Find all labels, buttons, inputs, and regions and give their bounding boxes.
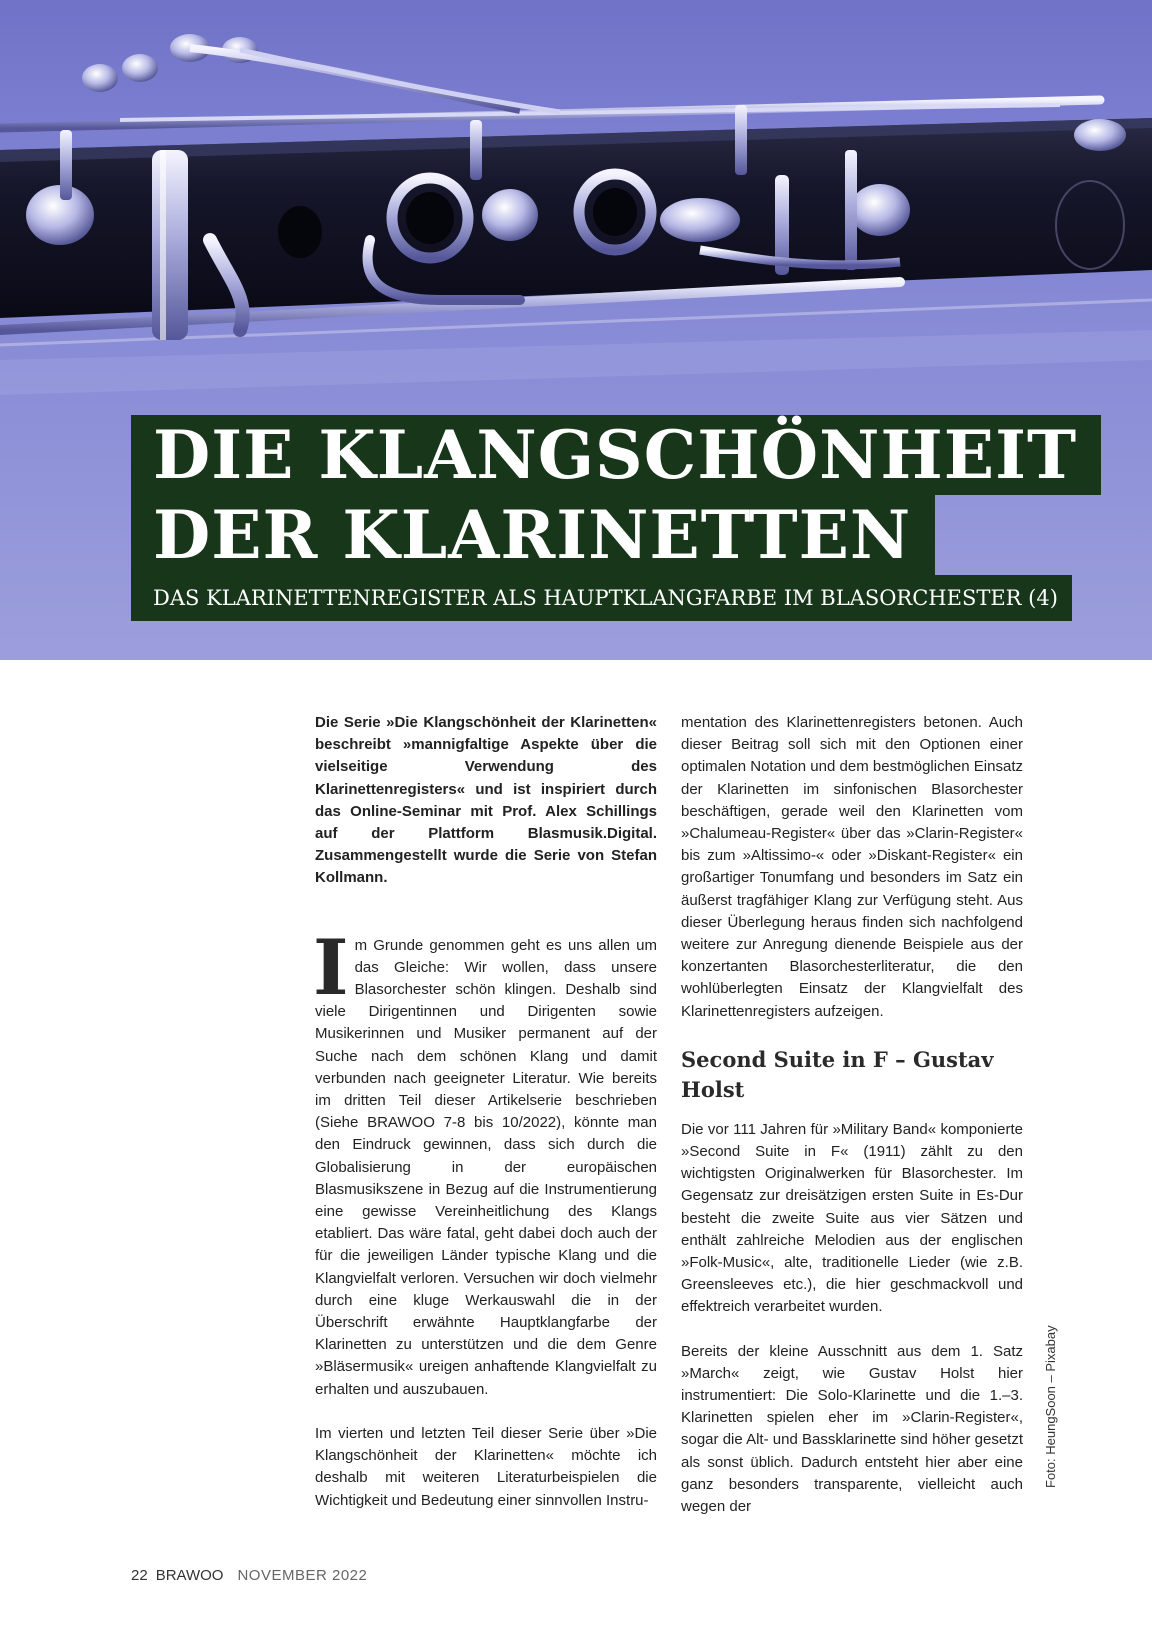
title-line-1: DIE KLANGSCHÖNHEIT — [131, 415, 1101, 495]
subtitle: DAS KLARINETTENREGISTER ALS HAUPTKLANGFARBE IM BLASORCHESTER (4) — [131, 575, 1072, 621]
article-paragraph-4: Bereits der kleine Ausschnitt aus dem 1. Satz »March« zeigt, wie Gustav Holst hier instrumentiert: Die Solo-Klarinette und die 1.–3. Klarinetten spielen eher im »Clarin-Register«, sogar die Alt- und Bassklarinette sind höher gesetzt als sonst üblich. Dadurch entsteht hier aber eine ganz besonders transparente, vielleicht auch wegen der — [681, 1342, 1023, 1516]
article-lead: Die Serie »Die Klangschönheit der Klarinetten« beschreibt »mannigfaltige Aspekte über die vielseitige Verwendung des Klarinettenregisters« und ist inspiriert durch das Online-Seminar mit Prof. Alex Schillings auf der Plattform Blasmusik.Digital. Zusammengestellt wurde die Serie von Stefan Kollmann. — [315, 714, 657, 887]
title-box — [131, 415, 1101, 621]
dropcap-letter: I — [313, 922, 349, 1012]
article-paragraph-2-start: Im vierten und letzten Teil dieser Serie über »Die Klangschönheit der Klarinetten« möchte ich deshalb mit weiteren Literaturbeispielen die Wichtigkeit und Bedeutung einer sinnvollen Instru- — [315, 1424, 657, 1509]
hero-image — [0, 0, 1152, 660]
article-paragraph-3: Die vor 111 Jahren für »Military Band« komponierte »Second Suite in F« (1911) zählt zu den wichtigsten Originalwerken für Blasorchester. Im Gegensatz zur dreisätzigen ersten Suite in Es-Dur besteht die zweite Suite aus vier Sätzen und enthält zahlreiche Melodien aus der englischen »Folk-Music«, alte, traditionelle Lieder (wie z.B. Greensleeves etc.), die hier geschmackvoll und effektreich verarbeitet wurden. — [681, 1120, 1023, 1316]
page-number: 22 — [131, 1567, 148, 1584]
paragraph-1-text: m Grunde genommen geht es uns allen um das Gleiche: Wir wollen, dass unsere Blasorchester schön klingen. Deshalb sind viele Dirigentinnen und Dirigenten sowie Musikerinnen und Musiker permanent auf der Suche nach dem schönen Klang und damit verbunden nach geeigneter Literatur. Wie bereits im dritten Teil dieser Artikelserie beschrieben (Siehe BRAWOO 7-8 bis 10/2022), könnte man den Eindruck gewinnen, dass sich durch die Globalisierung in der europäischen Blasmusikszene in Bezug auf die Instrumentierung eine gewisse Vereinheitlichung des Klangs etabliert. Das wäre fatal, geht dabei doch auch der für die jeweiligen Länder typische Klang und die Klangvielfalt verloren. Versuchen wir doch vielmehr durch eine kluge Werkauswahl die in der Überschrift erwähnte Hauptklangfarbe der Klarinetten zu unterstützen und die dem Genre »Bläsermusik« ureigen anhaftende Klangvielfalt zu erhalten und auszubauen. — [315, 936, 657, 1398]
title-line-2: DER KLARINETTEN — [131, 495, 935, 575]
article-paragraph-1 — [313, 922, 657, 1401]
issue-date: NOVEMBER 2022 — [237, 1567, 368, 1584]
page-footer — [131, 1567, 375, 1584]
article-column-right — [681, 712, 1023, 1518]
article-column-left — [315, 712, 657, 1512]
article-paragraph-2-end: mentation des Klarinettenregisters betonen. Auch dieser Beitrag soll sich mit den Optionen einer optimalen Notation und dem bestmöglichen Einsatz der Klarinetten im sinfonischen Blasorchester beschäftigen, gerade weil den Klarinetten vom »Chalumeau-Register« über das »Clarin-Register« bis zum »Altissimo-« oder »Diskant-Register« ein großartiger Tonumfang und besonders im Satz ein äußerst tragfähiger Klang zur Verfügung steht. Aus dieser Überlegung heraus finden sich nachfolgend weitere zur Anregung dienende Beispiele aus der konzertanten Blasorchesterliteratur, die den wohlüberlegten Einsatz der Klangvielfalt des Klarinettenregisters aufzeigen. — [681, 714, 1023, 1020]
magazine-name: BRAWOO — [155, 1567, 224, 1584]
section-heading: Second Suite in F – Gustav Holst — [681, 1046, 994, 1102]
photo-credit: Foto: HeungSoon – Pixabay — [1043, 1325, 1058, 1488]
